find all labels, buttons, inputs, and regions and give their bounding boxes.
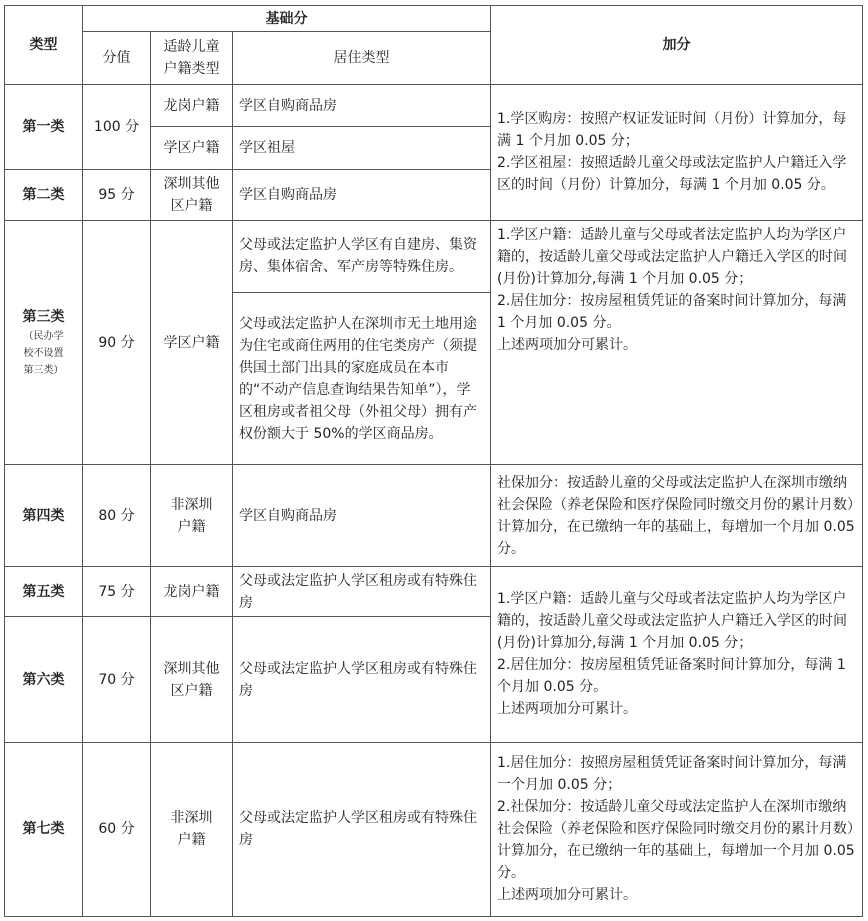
bonus-cat-1-2: 1.学区购房：按照产权证发证时间（月份）计算加分，每满 1 个月加 0.05 分； 2.学区祖屋：按照适龄儿童父母或法定监护人户籍迁入学区的时间（月份）计算加分，每满 1 个月加 0.05 分。	[491, 84, 863, 220]
header-base-score: 基础分	[83, 6, 491, 32]
residence-3a: 父母或法定监护人学区有自建房、集资房、集体宿舍、军产房等特殊住房。	[233, 220, 491, 293]
residence-5: 父母或法定监护人学区租房或有特殊住房	[233, 566, 491, 617]
score-6: 70 分	[83, 617, 151, 743]
category-1: 第一类	[5, 84, 83, 169]
residence-4: 学区自购商品房	[233, 465, 491, 566]
residence-1a: 学区自购商品房	[233, 84, 491, 127]
hukou-7: 非深圳 户籍	[151, 742, 233, 916]
residence-6: 父母或法定监护人学区租房或有特殊住房	[233, 617, 491, 743]
category-4: 第四类	[5, 465, 83, 566]
hukou-1b: 学区户籍	[151, 127, 233, 170]
residence-1b: 学区祖屋	[233, 127, 491, 170]
bonus-cat-4: 社保加分：按适龄儿童的父母或法定监护人在深圳市缴纳社会保险（养老保险和医疗保险同时缴交月份的累计月数）计算加分，在已缴纳一年的基础上，每增加一个月加 0.05 分。	[491, 465, 863, 566]
residence-3b: 父母或法定监护人在深圳市无土地用途为住宅或商住两用的住宅类房产（须提供国土部门出具的家庭成员在本市的“不动产信息查询结果告知单”），学区租房或者祖父母（外祖父母）拥有产权份额大于 50%的学区商品房。	[233, 293, 491, 465]
residence-2: 学区自购商品房	[233, 169, 491, 220]
category-7: 第七类	[5, 742, 83, 916]
hukou-5: 龙岗户籍	[151, 566, 233, 617]
header-residence-type: 居住类型	[233, 32, 491, 85]
admission-score-table	[4, 5, 863, 917]
hukou-4: 非深圳 户籍	[151, 465, 233, 566]
header-bonus: 加分	[491, 6, 863, 85]
hukou-6: 深圳其他 区户籍	[151, 617, 233, 743]
bonus-cat-5-6: 1.学区户籍：适龄儿童与父母或者法定监护人均为学区户籍的，按适龄儿童父母或法定监护人户籍迁入学区的时间(月份)计算加分,每满 1 个月加 0.05 分； 2.居住加分：按房屋租赁凭证备案时间计算加分，每满 1 个月加 0.05 分。 上述两项加分可累计。	[491, 566, 863, 742]
category-3-label: 第三类	[22, 309, 65, 326]
hukou-3: 学区户籍	[151, 220, 233, 465]
header-score: 分值	[83, 32, 151, 85]
hukou-1a: 龙岗户籍	[151, 84, 233, 127]
score-1: 100 分	[83, 84, 151, 169]
score-4: 80 分	[83, 465, 151, 566]
category-5: 第五类	[5, 566, 83, 617]
category-3	[5, 220, 83, 465]
score-2: 95 分	[83, 169, 151, 220]
bonus-cat-7: 1.居住加分：按照房屋租赁凭证备案时间计算加分，每满一个月加 0.05 分； 2.社保加分：按适龄儿童父母或法定监护人在深圳市缴纳社会保险（养老保险和医疗保险同时缴交月份的累计月数）计算加分，在已缴纳一年的基础上，每增加一个月加 0.05 分。 上述两项加分可累计。	[491, 742, 863, 916]
header-hukou-type: 适龄儿童 户籍类型	[151, 32, 233, 85]
score-3: 90 分	[83, 220, 151, 465]
category-6: 第六类	[5, 617, 83, 743]
score-7: 60 分	[83, 742, 151, 916]
bonus-cat-3: 1.学区户籍：适龄儿童与父母或者法定监护人均为学区户籍的，按适龄儿童父母或法定监护人户籍迁入学区的时间(月份)计算加分,每满 1 个月加 0.05 分； 2.居住加分：按房屋租赁凭证的备案时间计算加分，每满 1 个月加 0.05 分。 上述两项加分可累计。	[491, 220, 863, 465]
category-3-note: （民办学 校不设置 第三类）	[23, 331, 64, 377]
header-type: 类型	[5, 6, 83, 85]
hukou-2: 深圳其他 区户籍	[151, 169, 233, 220]
residence-7: 父母或法定监护人学区租房或有特殊住房	[233, 742, 491, 916]
category-2: 第二类	[5, 169, 83, 220]
score-5: 75 分	[83, 566, 151, 617]
